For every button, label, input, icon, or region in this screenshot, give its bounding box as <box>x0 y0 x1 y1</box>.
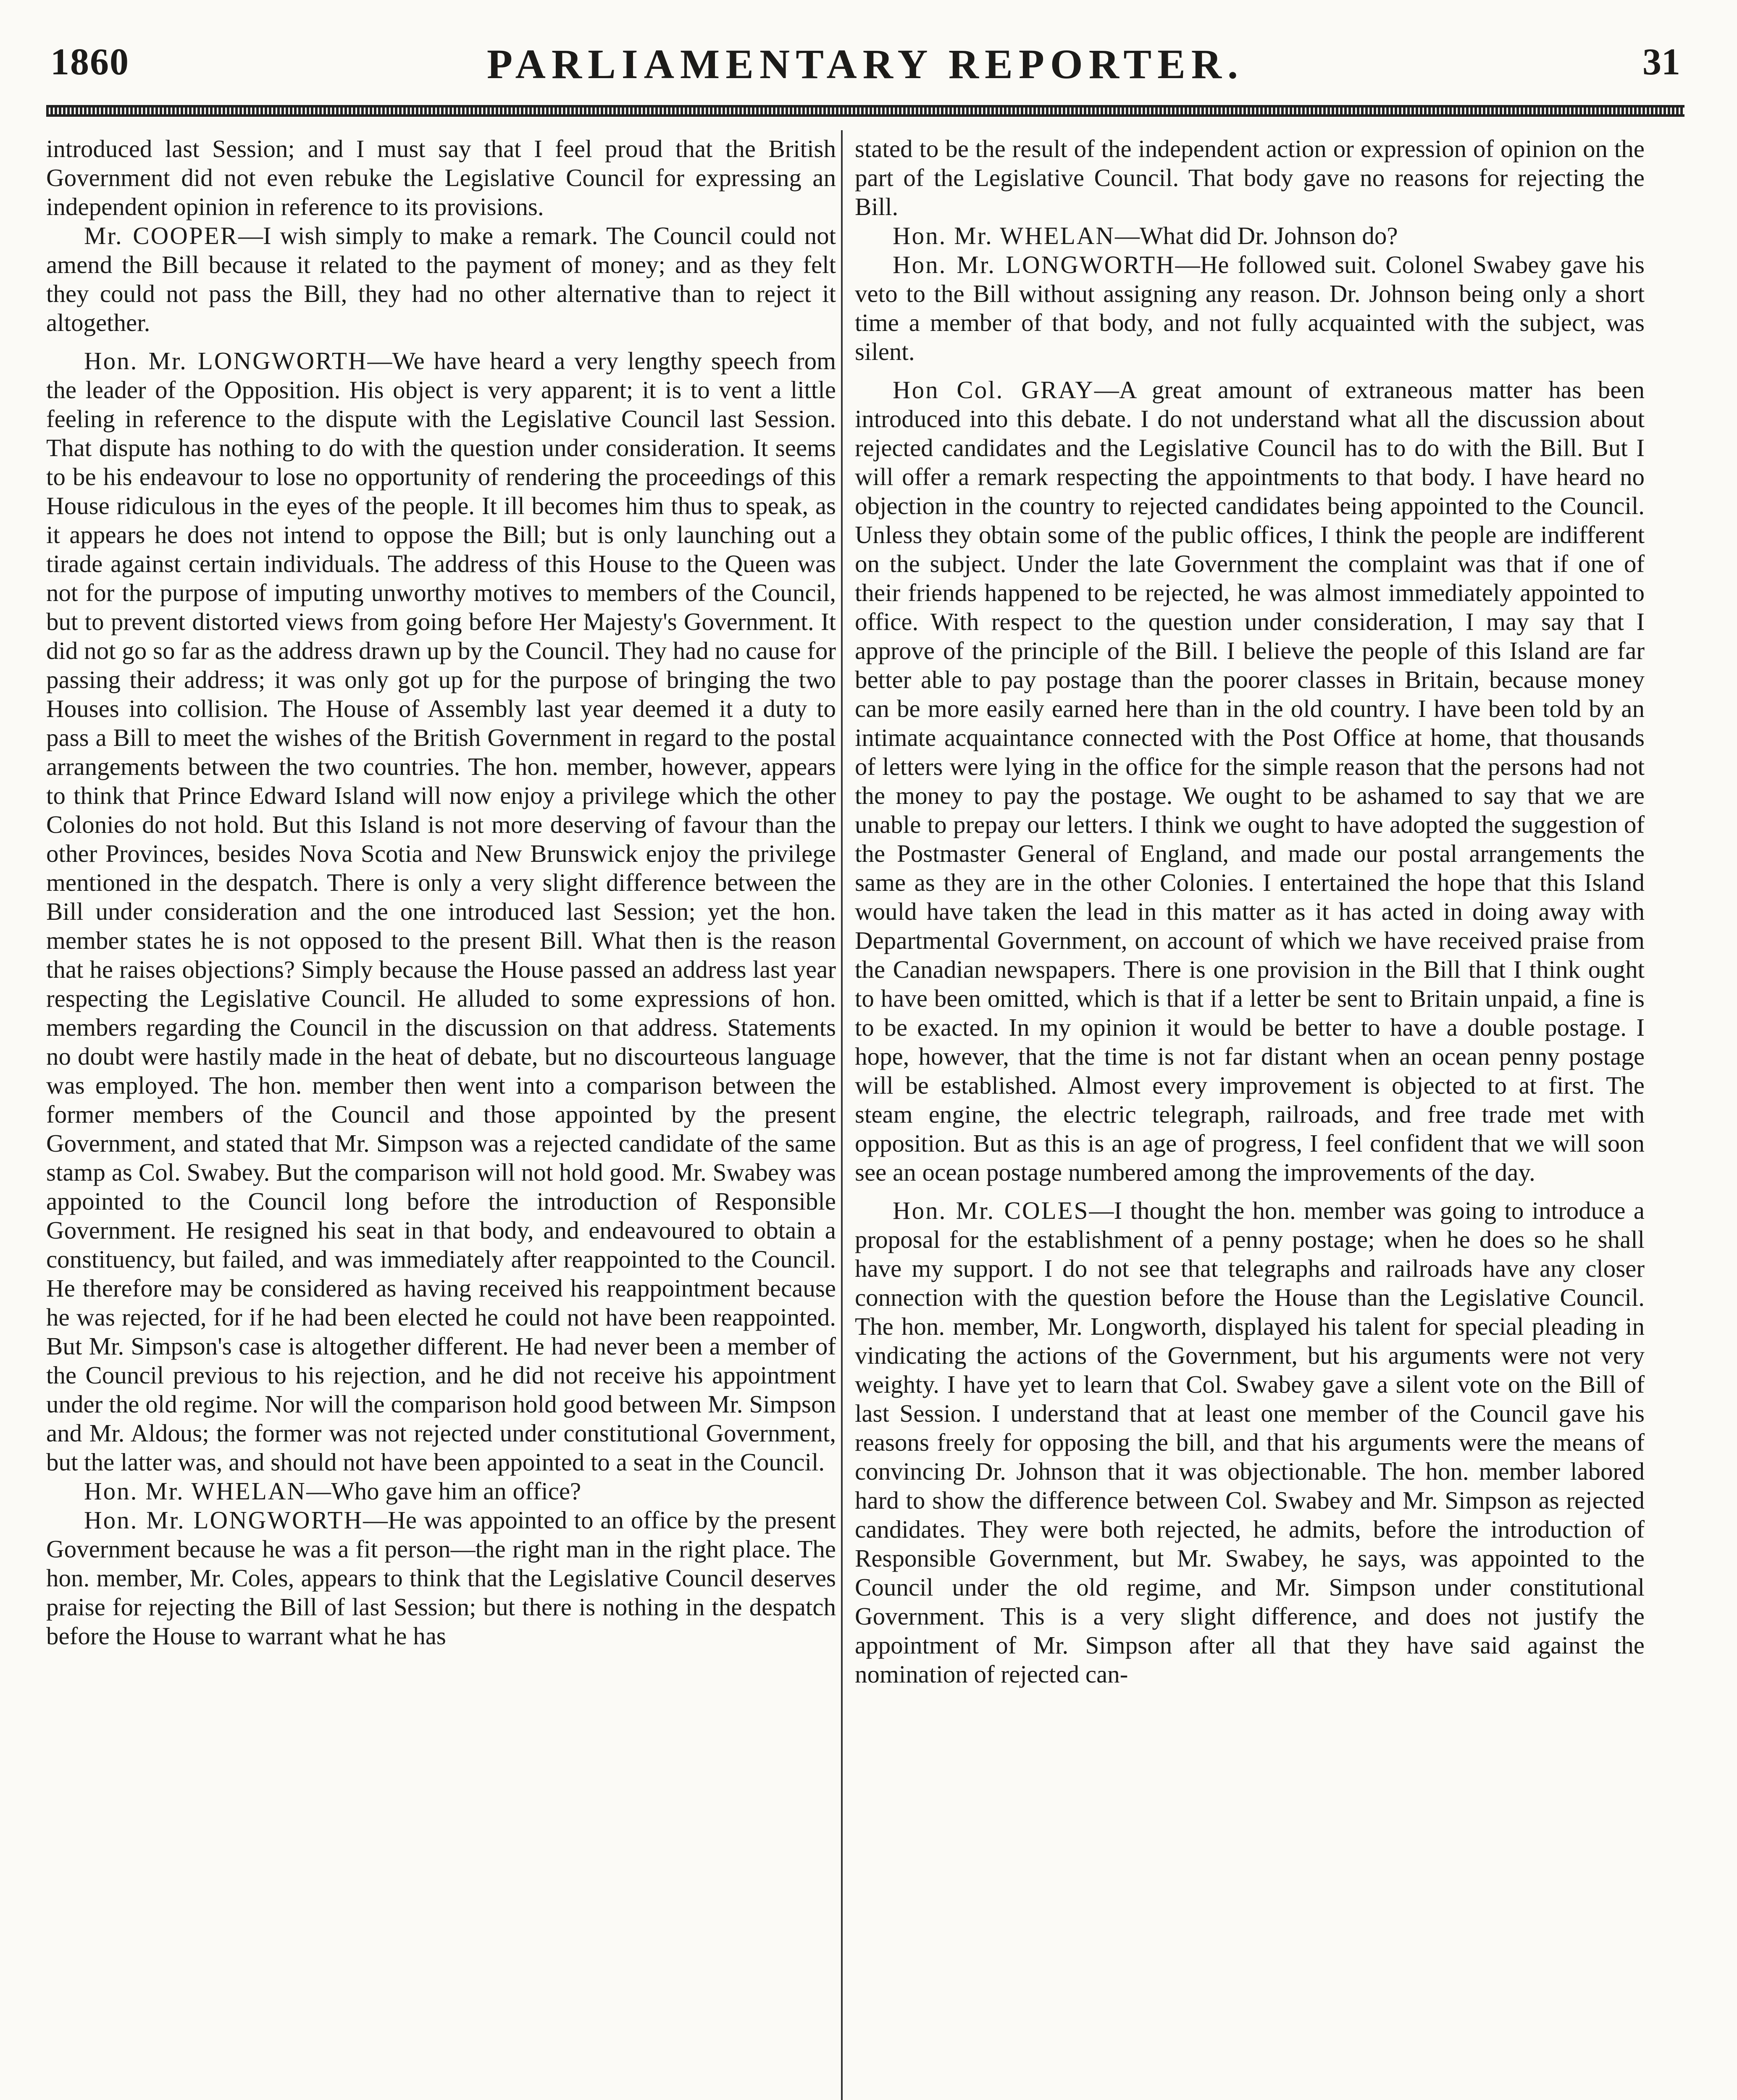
paragraph-text: —We have heard a very lengthy speech from the leader of the Opposition. His object is very apparent; it is to vent a little feeling in reference to the dispute with the Legislative Council last Session. That dispute has nothing to do with the question under consideration. It seems to be his endeavour to lose no opportunity of rendering the proceedings of this House ridiculous in the eyes of the people. It ill becomes him thus to speak, as it appears he does not intend to oppose the Bill; but is only launching out a tirade against certain individuals. The address of this House to the Queen was not for the purpose of imputing unworthy motives to members of the Council, but to prevent distorted views from going before Her Majesty's Government. It did not go so far as the address drawn up by the Council. They had no cause for passing their address; it was only got up for the purpose of bringing the two Houses into collision. The House of Assembly last year deemed it a duty to pass a Bill to meet the wishes of the British Government in regard to the postal arrangements between the two countries. The hon. member, however, appears to think that Prince Edward Island will now enjoy a privilege which the other Colonies do not hold. But this Island is not more deserving of favour than the other Provinces, besides Nova Scotia and New Brunswick enjoy the privilege mentioned in the despatch. There is only a very slight difference between the Bill under consideration and the one introduced last Session; yet the hon. member states he is not opposed to the present Bill. What then is the reason that he raises objections? Simply because the House passed an address last year respecting the Legislative Council. He alluded to some expressions of hon. members regarding the Council in the discussion on that address. Statements no doubt were hastily made in the heat of debate, but no discourteous language was employed. The hon. member then went into a comparison between the former members of the Council and those appointed by the present Government, and stated that Mr. Simpson was a rejected candidate of the same stamp as Col. Swabey. But the comparison will not hold good. Mr. Swabey was appointed to the Council long before the introduction of Responsible Government. He resigned his seat in that body, and endeavoured to obtain a constituency, but failed, and was immediately after reappointed to the Council. He therefore may be considered as having received his reappointment because he was rejected, for if he had been elected he could not have been reappointed. But Mr. Simpson's case is altogether different. He had never been a member of the Council previous to his rejection, and he did not receive his appointment under the old regime. Nor will the comparison hold good between Mr. Simpson and Mr. Aldous; the former was not rejected under constitutional Government, but the latter was, and should not have been appointed to a seat in the Council. <box>46 347 836 1476</box>
paragraph <box>46 1477 836 1506</box>
paragraph <box>46 1506 836 1651</box>
paragraph-text: —I thought the hon. member was going to introduce a proposal for the establishment of a penny postage; when he does so he shall have my support. I do not see that telegraphs and railroads have any closer connection with the question before the House than the Legislative Council. The hon. member, Mr. Longworth, displayed his talent for special pleading in vindicating the actions of the Government, but his arguments were not very weighty. I have yet to learn that Col. Swabey gave a silent vote on the Bill of last Session. I understand that at least one member of the Council gave his reasons freely for opposing the bill, and that his arguments were the means of convincing Dr. Johnson that it was objectionable. The hon. member labored hard to show the difference between Col. Swabey and Mr. Simpson as rejected candidates. They were both rejected, he admits, before the introduction of Responsible Government, but Mr. Swabey, he says, was appointed to the Council under the old regime, and Mr. Simpson under constitutional Government. This is a very slight difference, and does not justify the appointment of Mr. Simpson after all that they have said against the nomination of rejected can- <box>855 1197 1645 1688</box>
speaker-name: Hon. Mr. LONGWORTH <box>893 251 1175 278</box>
paragraph <box>855 375 1645 1187</box>
page-header <box>46 40 1684 103</box>
speaker-name: Hon. Mr. WHELAN <box>84 1477 306 1505</box>
paragraph <box>46 134 836 221</box>
paragraph <box>46 221 836 337</box>
paragraph-text: introduced last Session; and I must say that I feel proud that the British Government did not even rebuke the Legislative Council for expressing an independent opinion in reference to its provisions. <box>46 135 836 220</box>
paragraph-text: —Who gave him an office? <box>306 1477 581 1505</box>
paragraph-text: —He was appointed to an office by the present Government because he was a fit person—the right man in the right place. The hon. member, Mr. Coles, appears to think that the Legislative Council deserves praise for rejecting the Bill of last Session; but there is nothing in the despatch before the House to warrant what he has <box>46 1506 836 1650</box>
header-year: 1860 <box>50 41 129 83</box>
paragraph-text: stated to be the result of the independent action or expression of opinion on the part of the Legislative Council. That body gave no reasons for rejecting the Bill. <box>855 135 1645 220</box>
left-column <box>46 134 836 2100</box>
speaker-name: Hon Col. GRAY <box>893 376 1094 404</box>
speaker-name: Hon. Mr. COLES <box>893 1197 1089 1224</box>
paragraph-text: —I wish simply to make a remark. The Council could not amend the Bill because it related to the payment of money; and as they felt they could not pass the Bill, they had no other alternative than to reject it altogether. <box>46 222 836 336</box>
speaker-name: Hon. Mr. LONGWORTH <box>84 1506 363 1534</box>
paragraph <box>855 221 1645 250</box>
paragraph-text: —He followed suit. Colonel Swabey gave his veto to the Bill without assigning any reason. Dr. Johnson being only a short time a member of that body, and not fully acquainted with the subject, was silent. <box>855 251 1645 365</box>
right-column <box>855 134 1645 2100</box>
header-rule <box>46 105 1684 117</box>
speaker-name: Mr. COOPER <box>84 222 239 249</box>
header-page-number: 31 <box>1642 41 1680 83</box>
column-divider <box>841 130 843 2100</box>
paragraph-text: —What did Dr. Johnson do? <box>1114 222 1398 249</box>
paragraph <box>855 250 1645 366</box>
header-title: PARLIAMENTARY REPORTER. <box>486 41 1244 87</box>
paragraph <box>855 1196 1645 1689</box>
speaker-name: Hon. Mr. LONGWORTH <box>84 347 368 375</box>
paragraph <box>46 346 836 1477</box>
speaker-name: Hon. Mr. WHELAN <box>893 222 1115 249</box>
paragraph-text: —A great amount of extraneous matter has been introduced into this debate. I do not understand what all the discussion about rejected candidates and the Legislative Council has to do with the Bill. But I will offer a remark respecting the appointments to that body. I have heard no objection in the country to rejected candidates being appointed to the Council. Unless they obtain some of the public offices, I think the people are indifferent on the subject. Under the late Government the complaint was that if one of their friends happened to be rejected, he was almost immediately appointed to office. With respect to the question under consideration, I may say that I approve of the principle of the Bill. I believe the people of this Island are far better able to pay postage than the poorer classes in Britain, because money can be more easily earned here than in the old country. I have been told by an intimate acquaintance connected with the Post Office at home, that thousands of letters were lying in the office for the simple reason that the persons had not the money to pay the postage. We ought to be ashamed to say that we are unable to prepay our letters. I think we ought to have adopted the suggestion of the Postmaster General of England, and made our postal arrangements the same as they are in the other Colonies. I entertained the hope that this Island would have taken the lead in this matter as it has acted in doing away with Departmental Government, on account of which we have received praise from the Canadian newspapers. There is one provision in the Bill that I think ought to have been omitted, which is that if a letter be sent to Britain unpaid, a fine is to be exacted. In my opinion it would be better to have a double postage. I hope, however, that the time is not far distant when an ocean penny postage will be established. Almost every improvement is objected to at first. The steam engine, the electric telegraph, railroads, and free trade met with opposition. But as this is an age of progress, I feel confident that we will soon see an ocean postage numbered among the improvements of the day. <box>855 376 1645 1186</box>
paragraph <box>855 134 1645 221</box>
